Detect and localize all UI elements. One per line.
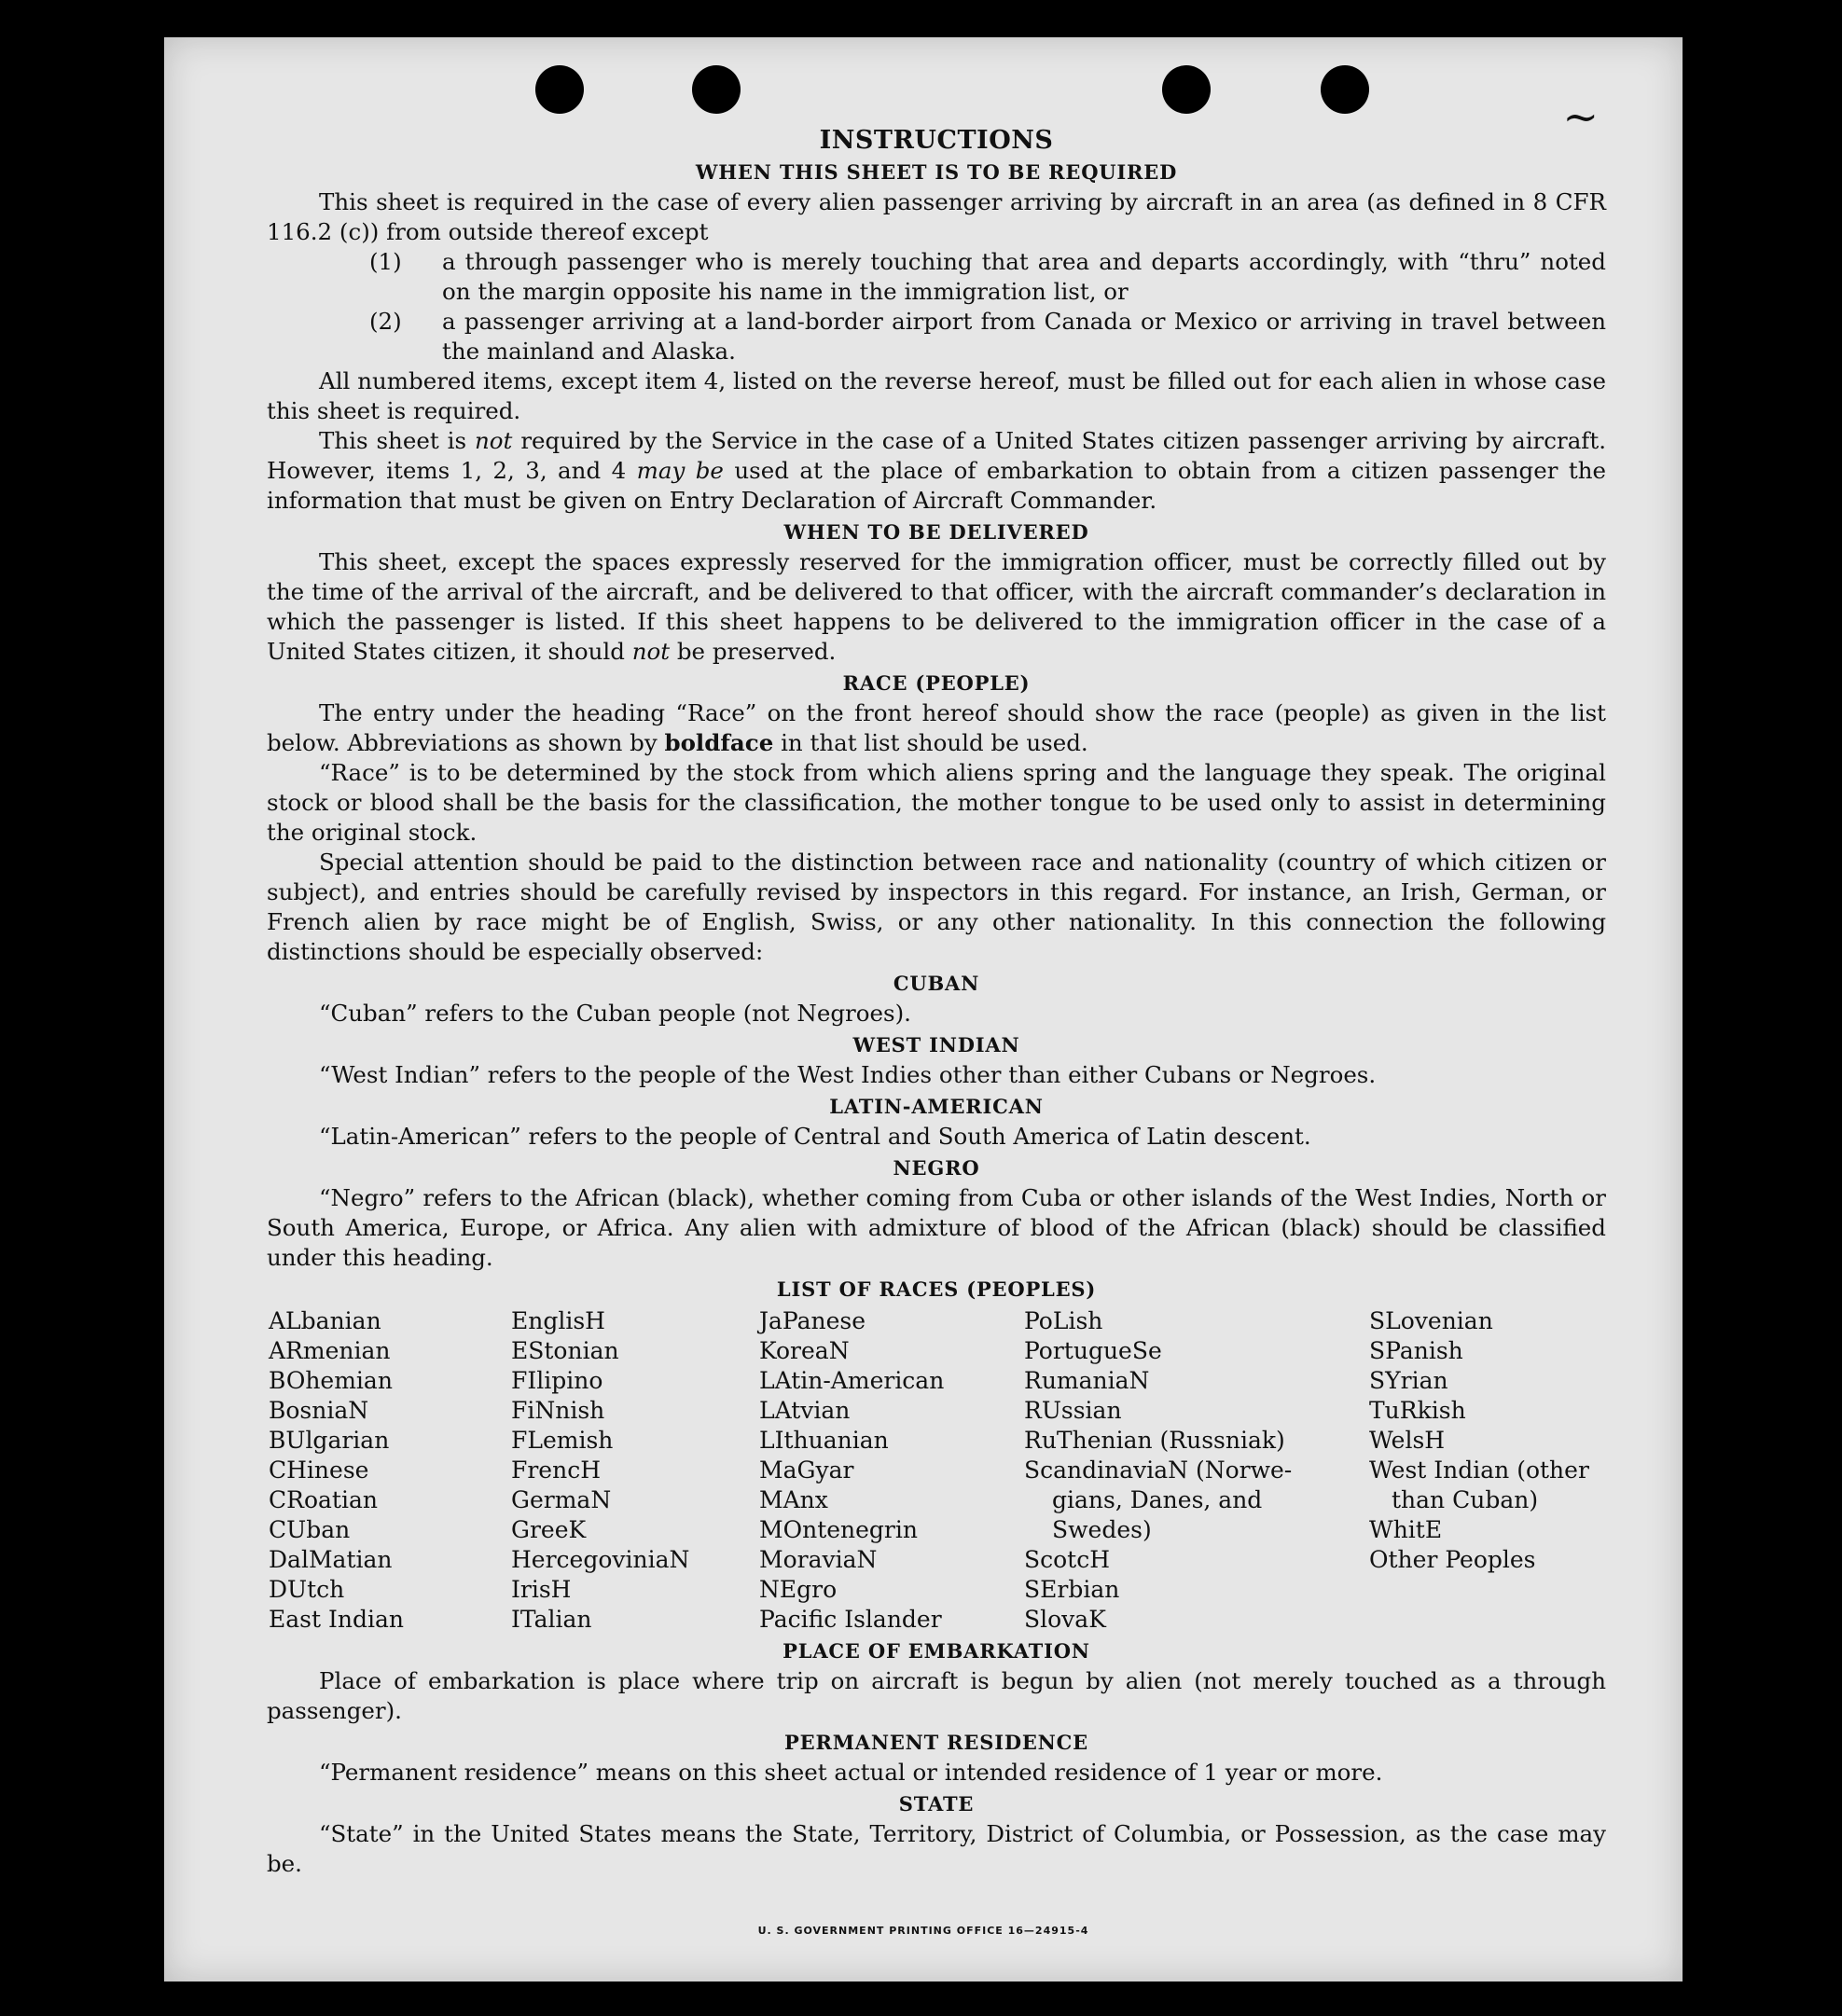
- race-entry: ScandinaviaN (Norwe-: [1024, 1457, 1293, 1484]
- race-entry: KoreaN: [759, 1337, 850, 1364]
- paragraph: [267, 426, 1606, 516]
- list-item: [267, 307, 1606, 366]
- text-run: used at the place of embarkation to obtain from a citizen passenger the information that must be given on Entry Declaration of Aircraft Commander.: [267, 457, 1606, 514]
- race-entry: TuRkish: [1369, 1397, 1466, 1424]
- race-entry: RUssian: [1024, 1397, 1122, 1424]
- document-sheet: [164, 37, 1683, 1981]
- race-entry: NEgro: [759, 1576, 838, 1603]
- paragraph: All numbered items, except item 4, listed on the reverse hereof, must be filled out for each alien in whose case this sheet is required.: [267, 367, 1606, 424]
- section-heading: WHEN TO BE DELIVERED: [783, 520, 1089, 544]
- race-entry: DUtch: [269, 1576, 345, 1603]
- race-column: [759, 1306, 1024, 1635]
- paragraph: Special attention should be paid to the distinction between race and nationality (country of which citizen or subject), and entries should be carefully revised by inspectors in this regard. For instance, an Irish, German, or French alien by race might be of English, Swiss, or any other nationality. In this connection the following distinctions should be especially observed:: [267, 849, 1606, 965]
- paragraph: [267, 547, 1606, 667]
- race-column: [511, 1306, 759, 1635]
- race-entry: East Indian: [269, 1606, 404, 1633]
- race-entry: Pacific Islander: [759, 1606, 942, 1633]
- paragraph: “Cuban” refers to the Cuban people (not Negroes).: [319, 1000, 911, 1027]
- paragraph: [267, 698, 1606, 758]
- handwritten-mark: ~: [1562, 91, 1599, 142]
- race-entry: MoraviaN: [759, 1546, 878, 1573]
- section-heading: RACE (PEOPLE): [842, 671, 1031, 695]
- race-column: [269, 1306, 511, 1635]
- page-title: INSTRUCTIONS: [819, 126, 1054, 155]
- paragraph: “Negro” refers to the African (black), whether coming from Cuba or other islands of the West Indies, North or South America, Europe, or Africa. Any alien with admixture of blood of the African (black) should be classified under this heading.: [267, 1184, 1606, 1271]
- section-heading: PERMANENT RESIDENCE: [784, 1731, 1088, 1754]
- emphasis: not: [631, 638, 671, 665]
- item-number: (2): [369, 308, 402, 335]
- section-heading: WEST INDIAN: [852, 1033, 1020, 1056]
- race-entry: CRoatian: [269, 1486, 378, 1513]
- race-entry: BosniaN: [269, 1397, 369, 1424]
- race-entry: JaPanese: [759, 1307, 866, 1334]
- race-entry: than Cuban): [1392, 1486, 1539, 1513]
- text-run: be preserved.: [670, 638, 837, 665]
- race-entry: PoLish: [1024, 1307, 1103, 1334]
- race-entry: LAtin-American: [759, 1367, 945, 1394]
- race-entry: Swedes): [1052, 1516, 1152, 1543]
- section-heading: LIST OF RACES (PEOPLES): [776, 1277, 1097, 1301]
- item-number: (1): [369, 248, 402, 275]
- race-entry: GreeK: [511, 1516, 587, 1543]
- text-run: in that list should be used.: [773, 729, 1088, 756]
- race-column: [1369, 1306, 1602, 1635]
- race-column: [1024, 1306, 1369, 1635]
- race-entry: PortugueSe: [1024, 1337, 1162, 1364]
- text-run: required by the Service in the case of a United States citizen passenger arriving by aircraft. However, items 1, 2, 3, and 4: [267, 427, 1607, 484]
- race-entry: Other Peoples: [1369, 1546, 1536, 1573]
- instructions-content: [267, 126, 1606, 1879]
- race-entry: SErbian: [1024, 1576, 1120, 1603]
- paragraph: “Race” is to be determined by the stock from which aliens spring and the language they speak. The original stock or blood shall be the basis for the classification, the mother tongue to be used only to assist in determining the original stock.: [267, 759, 1606, 846]
- item-text: a through passenger who is merely touching that area and departs accordingly, with “thru” noted on the margin opposite his name in the immigration list, or: [442, 248, 1606, 305]
- race-entry: ALbanian: [269, 1307, 381, 1334]
- race-entry: gians, Danes, and: [1052, 1486, 1263, 1513]
- race-entry: ScotcH: [1024, 1546, 1111, 1573]
- bold-text: boldface: [664, 729, 774, 756]
- race-entry: GermaN: [511, 1486, 612, 1513]
- race-entry: RuThenian (Russniak): [1024, 1427, 1285, 1454]
- race-entry: DalMatian: [269, 1546, 393, 1573]
- race-entry: MAnx: [759, 1486, 828, 1513]
- race-entry: FIlipino: [511, 1367, 603, 1394]
- list-item: [267, 247, 1606, 307]
- race-entry: LIthuanian: [759, 1427, 889, 1454]
- race-entry: CUban: [269, 1516, 351, 1543]
- race-entry: MOntenegrin: [759, 1516, 918, 1543]
- race-entry: LAtvian: [759, 1397, 851, 1424]
- race-entry: CHinese: [269, 1457, 369, 1484]
- section-heading: STATE: [898, 1792, 975, 1816]
- race-entry: EnglisH: [511, 1307, 605, 1334]
- race-entry: WelsH: [1369, 1427, 1446, 1454]
- race-entry: HercegoviniaN: [511, 1546, 690, 1573]
- emphasis: not: [475, 427, 513, 454]
- race-entry: SPanish: [1369, 1337, 1463, 1364]
- race-entry: BOhemian: [269, 1367, 393, 1394]
- punch-hole: [1162, 65, 1211, 114]
- punch-hole: [692, 65, 741, 114]
- race-entry: SYrian: [1369, 1367, 1448, 1394]
- section-heading: LATIN-AMERICAN: [829, 1095, 1044, 1118]
- text-run: This sheet is: [319, 427, 475, 454]
- race-entry: ARmenian: [269, 1337, 391, 1364]
- race-entry: West Indian (other: [1369, 1457, 1589, 1484]
- race-entry: IrisH: [511, 1576, 572, 1603]
- section-heading: NEGRO: [893, 1156, 980, 1180]
- punch-hole: [1321, 65, 1369, 114]
- paragraph: “Latin-American” refers to the people of Central and South America of Latin descent.: [319, 1123, 1311, 1150]
- paragraph: This sheet is required in the case of every alien passenger arriving by aircraft in an area (as defined in 8 CFR 116.2 (c)) from outside thereof except: [267, 188, 1606, 245]
- text-run: The entry under the heading “Race” on the front hereof should show the race (people) as given in the list below. Abbreviations as shown by: [267, 699, 1606, 756]
- race-entry: RumaniaN: [1024, 1367, 1150, 1394]
- section-heading: WHEN THIS SHEET IS TO BE REQUIRED: [695, 160, 1178, 184]
- race-entry: ITalian: [511, 1606, 592, 1633]
- race-entry: FiNnish: [511, 1397, 605, 1424]
- text-run: This sheet, except the spaces expressly reserved for the immigration officer, must be correctly filled out by the time of the arrival of the aircraft, and be delivered to that officer, with the aircraft commander’s declaration in which the passenger is listed. If this sheet happens to be delivered to the immigration officer in the case of a United States citizen, it should: [267, 548, 1606, 665]
- race-entry: MaGyar: [759, 1457, 854, 1484]
- punch-hole: [535, 65, 584, 114]
- section-heading: CUBAN: [893, 972, 980, 995]
- paragraph: “Permanent residence” means on this sheet actual or intended residence of 1 year or more.: [319, 1759, 1383, 1786]
- race-entry: EStonian: [511, 1337, 619, 1364]
- paragraph: Place of embarkation is place where trip on aircraft is begun by alien (not merely touched as a through passenger).: [267, 1667, 1606, 1724]
- race-entry: FLemish: [511, 1427, 614, 1454]
- race-list: [269, 1306, 1606, 1635]
- paragraph: “West Indian” refers to the people of the West Indies other than either Cubans or Negroes.: [319, 1061, 1377, 1088]
- race-entry: BUlgarian: [269, 1427, 390, 1454]
- paragraph: “State” in the United States means the State, Territory, District of Columbia, or Possession, as the case may be.: [267, 1820, 1606, 1877]
- emphasis: may be: [636, 457, 724, 484]
- section-heading: PLACE OF EMBARKATION: [783, 1639, 1090, 1663]
- item-text: a passenger arriving at a land-border airport from Canada or Mexico or arriving in travel between the mainland and Alaska.: [442, 308, 1606, 365]
- race-entry: WhitE: [1369, 1516, 1443, 1543]
- race-entry: SlovaK: [1024, 1606, 1106, 1633]
- printer-imprint: U. S. GOVERNMENT PRINTING OFFICE 16—24915-4: [757, 1925, 1089, 1937]
- race-entry: FrencH: [511, 1457, 601, 1484]
- race-entry: SLovenian: [1369, 1307, 1493, 1334]
